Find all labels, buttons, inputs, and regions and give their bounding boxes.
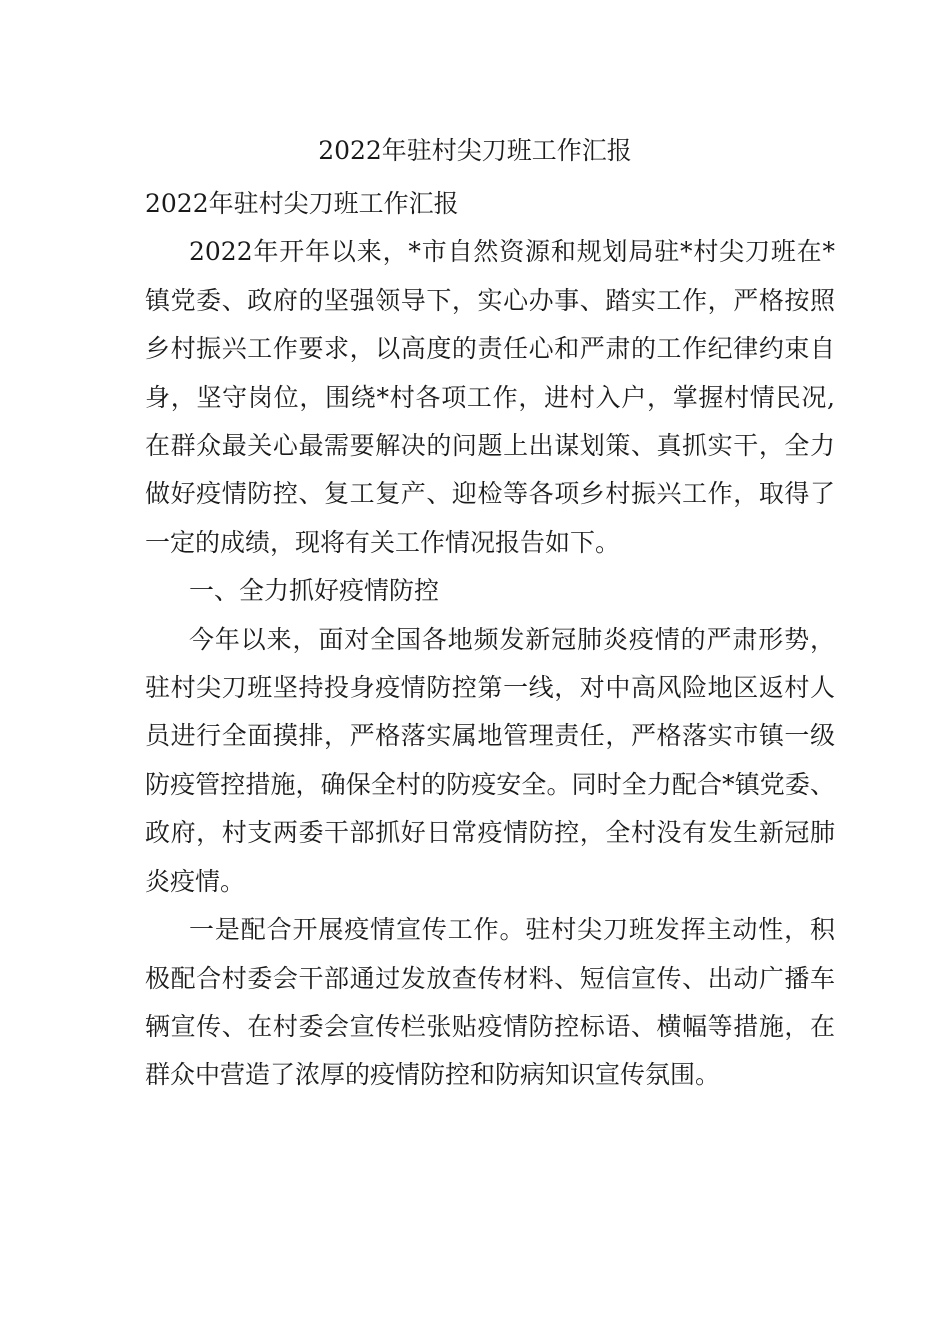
- document-title: 2022年驻村尖刀班工作汇报: [318, 136, 632, 165]
- section-1-paragraph: 今年以来，面对全国各地频发新冠肺炎疫情的严肃形势，驻村尖刀班坚持投身疫情防控第一线，对中高风险地区返村人员进行全面摸排，严格落实属地管理责任，严格落实市镇一级防疫管控措施，确保全村的防疫安全。同时全力配合*镇党委、政府，村支两委干部抓好日常疫情防控，全村没有发生新冠肺炎疫情。: [145, 624, 835, 896]
- section-heading-1: 一、全力抓好疫情防控: [189, 576, 440, 606]
- intro-paragraph: 2022年开年以来，*市自然资源和规划局驻*村尖刀班在*镇党委、政府的坚强领导下，实心办事、踏实工作，严格按照乡村振兴工作要求，以高度的责任心和严肃的工作纪律约束自身，坚守岗位，围绕*村各项工作，进村入户，掌握村情民况,在群众最关心最需要解决的问题上出谋划策、真抓实干，全力做好疫情防控、复工复产、迎检等各项乡村振兴工作，取得了一定的成绩，现将有关工作情况报告如下。: [145, 237, 835, 557]
- document-body: [145, 180, 835, 1100]
- section-1-item-1-paragraph: 一是配合开展疫情宣传工作。驻村尖刀班发挥主动性，积极配合村委会干部通过发放查传材料、短信宣传、出动广播车辆宣传、在村委会宣传栏张贴疫情防控标语、横幅等措施，在群众中营造了浓厚的疫情防控和防病知识宣传氛围。: [145, 915, 835, 1090]
- document-subtitle: 2022年驻村尖刀班工作汇报: [145, 189, 459, 218]
